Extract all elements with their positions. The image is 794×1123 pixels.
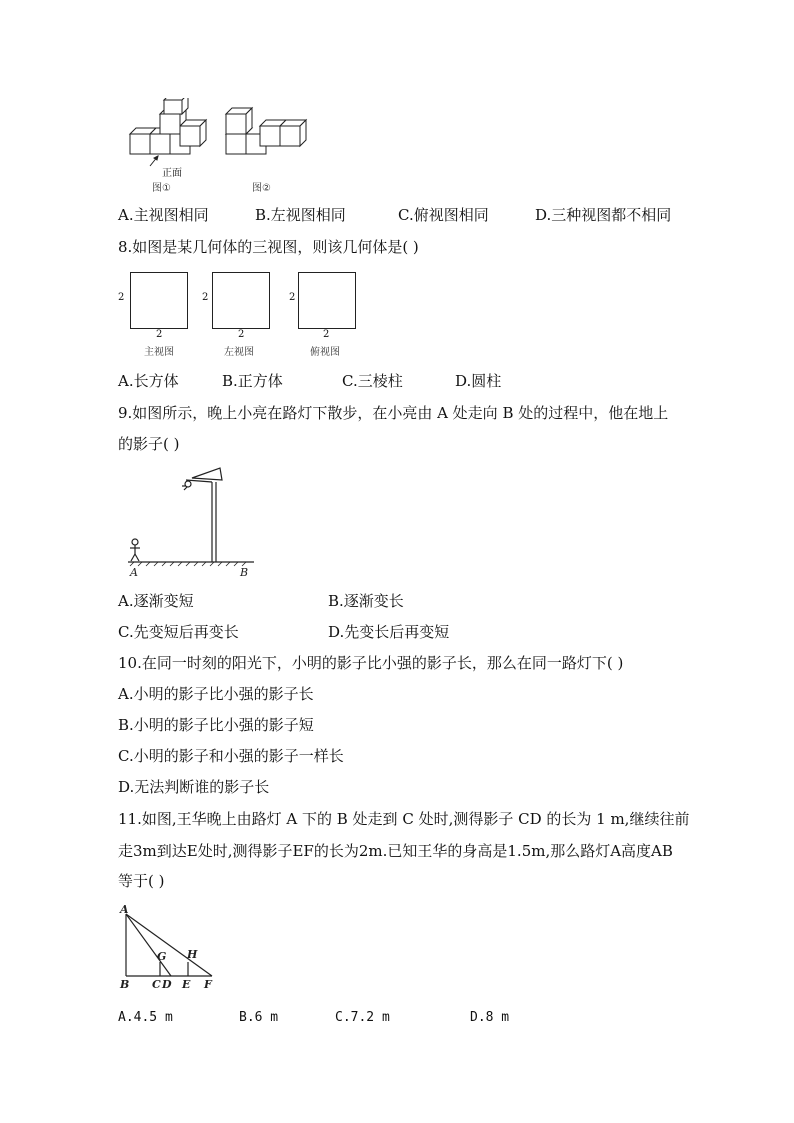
q8-stem: 8.如图是某几何体的三视图，则该几何体是( ) xyxy=(118,238,419,256)
front-view-left-dim: 2 xyxy=(118,292,125,303)
q10-option-d: D.无法判断谁的影子长 xyxy=(118,778,270,796)
top-view-caption: 俯视图 xyxy=(310,347,340,358)
q9-stem-line1: 9.如图所示，晚上小亮在路灯下散步，在小亮由 A 处走向 B 处的过程中，他在地上 xyxy=(118,404,669,422)
q11-option-d: D.8 m xyxy=(470,1010,510,1025)
q11-stem-line3: 等于( ) xyxy=(118,872,165,890)
q10-option-c: C.小明的影子和小强的影子一样长 xyxy=(118,747,344,765)
fig2-caption: 图② xyxy=(252,183,271,194)
left-view xyxy=(212,272,270,329)
q9-streetlight-figure xyxy=(124,462,264,580)
q11-label-h: H xyxy=(187,948,198,961)
q11-option-c: C.7.2 m xyxy=(335,1010,390,1025)
q8-option-b: B.正方体 xyxy=(222,372,283,390)
q9-label-a: A xyxy=(130,566,138,579)
q8-three-views-figure xyxy=(118,268,358,360)
front-view-bottom-dim: 2 xyxy=(156,329,163,340)
q10-option-a: A.小明的影子比小强的影子长 xyxy=(118,685,314,703)
left-view-caption: 左视图 xyxy=(224,347,254,358)
left-view-left-dim: 2 xyxy=(202,292,209,303)
q11-option-a: A.4.5 m xyxy=(118,1010,173,1025)
front-view xyxy=(130,272,188,329)
fig1-caption: 图① xyxy=(152,183,171,194)
q7-option-b: B.左视图相同 xyxy=(255,206,346,224)
left-view-bottom-dim: 2 xyxy=(238,329,245,340)
q11-stem-line2: 走3m到达E处时,测得影子EF的长为2m.已知王华的身高是1.5m,那么路灯A高度AB xyxy=(118,842,673,860)
top-view-bottom-dim: 2 xyxy=(323,329,330,340)
q11-option-b: B.6 m xyxy=(239,1010,279,1025)
q11-label-a: A xyxy=(120,903,129,916)
q8-option-c: C.三棱柱 xyxy=(342,372,403,390)
q11-label-d: D xyxy=(162,978,172,991)
q8-option-a: A.长方体 xyxy=(118,372,179,390)
q7-option-d: D.三种视图都不相同 xyxy=(535,206,672,224)
fig1-cubes xyxy=(130,98,206,166)
q9-option-b: B.逐渐变长 xyxy=(328,592,404,610)
q7-option-a: A.主视图相同 xyxy=(118,206,209,224)
front-view-caption: 主视图 xyxy=(144,347,174,358)
fig2-cubes xyxy=(226,108,306,154)
q10-option-b: B.小明的影子比小强的影子短 xyxy=(118,716,314,734)
q9-option-a: A.逐渐变短 xyxy=(118,592,194,610)
q11-label-b: B xyxy=(120,978,130,991)
q10-stem: 10.在同一时刻的阳光下，小明的影子比小强的影子长，那么在同一路灯下( ) xyxy=(118,654,624,672)
q11-label-c: C xyxy=(152,978,161,991)
q7-option-c: C.俯视图相同 xyxy=(398,206,489,224)
top-view-left-dim: 2 xyxy=(289,292,296,303)
front-label: 正面 xyxy=(162,168,182,179)
q11-label-g: G xyxy=(157,950,167,963)
q9-option-c: C.先变短后再变长 xyxy=(118,623,239,641)
q9-label-b: B xyxy=(240,566,249,579)
q11-label-e: E xyxy=(182,978,191,991)
q8-option-d: D.圆柱 xyxy=(455,372,502,390)
top-view xyxy=(298,272,356,329)
q11-stem-line1: 11.如图,王华晚上由路灯 A 下的 B 处走到 C 处时,测得影子 CD 的长为 1 m,继续往前 xyxy=(118,810,690,828)
q11-geometry-figure xyxy=(116,902,226,994)
q9-stem-line2: 的影子( ) xyxy=(118,435,180,453)
q9-option-d: D.先变长后再变短 xyxy=(328,623,450,641)
q11-label-f: F xyxy=(204,978,212,991)
